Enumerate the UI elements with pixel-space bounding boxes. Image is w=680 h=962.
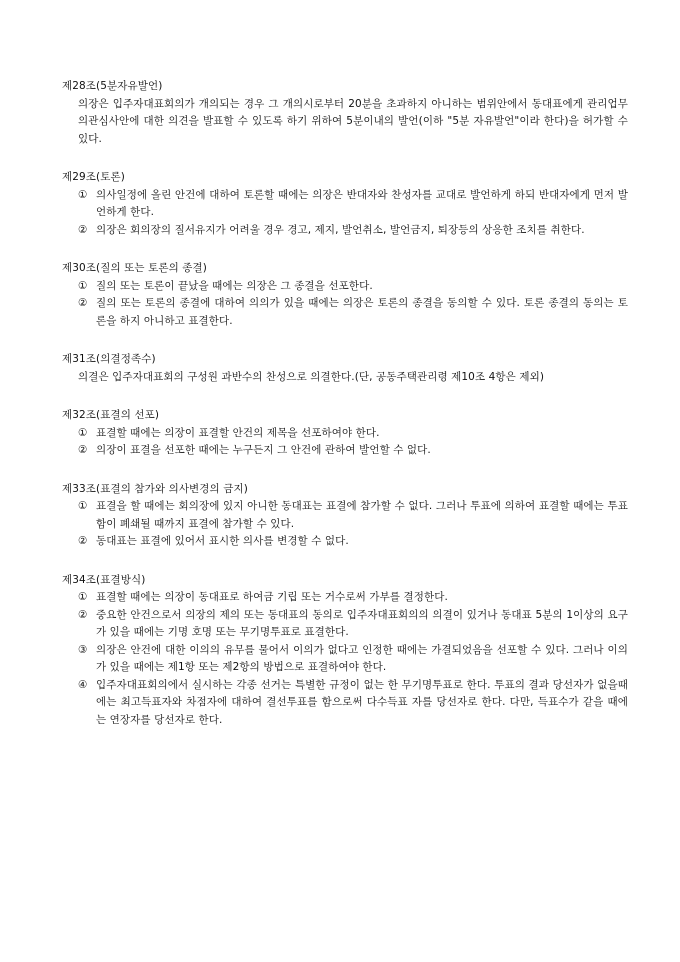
clause-number: ②: [78, 608, 88, 621]
clause-text: 입주자대표회의에서 실시하는 각종 선거는 특별한 규정이 없는 한 무기명투표로 한다. 투표의 결과 당선자가 없을때에는 최고득표자와 차점자에 대하여 결선투표를 함으로써 다수득표 자를 당선자로 한다. 다만, 득표수가 같을 때에는 연장자를 당선자로 한다.: [96, 678, 628, 726]
clause-item: [62, 187, 628, 222]
clause-item: [62, 589, 628, 607]
clause-item: [62, 295, 628, 330]
clause-text: 의사일정에 올린 안건에 대하여 토론할 때에는 의장은 반대자와 찬성자를 교대로 발언하게 하되 반대자에게 먼저 발언하게 한다.: [96, 188, 628, 218]
clause-number: ④: [78, 678, 88, 691]
clause-text: 질의 또는 토론의 종결에 대하여 의의가 있을 때에는 의장은 토론의 종결을 동의할 수 있다. 토론 종결의 동의는 토론을 하지 아니하고 표결한다.: [96, 297, 628, 327]
clause-text: 의장은 회의장의 질서유지가 어려울 경우 경고, 제지, 발언취소, 발언금지, 퇴장등의 상응한 조치를 취한다.: [96, 223, 585, 236]
article-title: 제32조(표결의 선포): [62, 409, 160, 421]
clause-number: ②: [78, 223, 88, 236]
article-title: 제28조(5분자유발언): [62, 80, 163, 92]
clause-text: 중요한 안건으로서 의장의 제의 또는 동대표의 동의로 입주자대표회의의 의결이 있거나 동대표 5분의 1이상의 요구가 있을 때에는 기명 호명 또는 무기명투표로 표결한다.: [96, 608, 628, 638]
clause-item: [62, 425, 628, 443]
article-title: 제34조(표결방식): [62, 573, 146, 586]
clause-number: ②: [78, 444, 88, 456]
clause-item: [62, 442, 628, 460]
article-29: [62, 169, 628, 239]
article-title: 제31조(의결정족수): [62, 353, 156, 365]
clause-item: [62, 278, 628, 296]
article-32: [62, 407, 628, 460]
clause-text: 질의 또는 토론이 끝났을 때에는 의장은 그 종결을 선포한다.: [96, 279, 373, 292]
clause-number: ②: [78, 535, 88, 547]
article-28: [62, 78, 628, 148]
clause-number: ①: [78, 500, 88, 512]
clause-text: 의장은 안건에 대한 이의의 유무를 물어서 이의가 없다고 인정한 때에는 가결되었음을 선포할 수 있다. 그러나 이의가 있을 때에는 제1항 또는 제2항의 방법으로 표결하여야 한다.: [96, 643, 628, 673]
clause-item: [62, 607, 628, 642]
article-paragraph: 의장은 입주자대표회의가 개의되는 경우 그 개의시로부터 20분을 초과하지 아니하는 범위안에서 동대표에게 관리업무의관심사안에 대한 의견을 발표할 수 있도록 하기 위하여 5분이내의 발언(이하 "5분 자유발언"이라 한다)을 허가할 수 있다.: [78, 97, 628, 145]
article-title: 제30조(질의 또는 토론의 종결): [62, 262, 207, 274]
article-33: [62, 481, 628, 551]
clause-item: [62, 677, 628, 730]
article-paragraph: 의결은 입주자대표회의 구성원 과반수의 찬성으로 의결한다.(단, 공동주택관리령 제10조 4항은 제외): [78, 370, 545, 383]
article-title: 제29조(토론): [62, 171, 125, 183]
clause-item: [62, 533, 628, 551]
article-title: 제33조(표결의 참가와 의사변경의 금지): [62, 482, 248, 495]
clause-text: 표결할 때에는 의장이 표결할 안건의 제목을 선포하여야 한다.: [96, 426, 380, 439]
clause-text: 동대표는 표결에 있어서 표시한 의사를 변경할 수 없다.: [96, 535, 349, 547]
document-page: [62, 78, 628, 750]
clause-number: ①: [78, 188, 88, 201]
clause-number: ①: [78, 279, 88, 292]
clause-number: ③: [78, 643, 88, 656]
article-31: [62, 351, 628, 386]
clause-item: [62, 498, 628, 533]
clause-number: ①: [78, 426, 88, 439]
clause-number: ①: [78, 591, 88, 603]
clause-number: ②: [78, 297, 88, 309]
clause-text: 표결을 할 때에는 회의장에 있지 아니한 동대표는 표결에 참가할 수 없다. 그러나 투표에 의하여 표결할 때에는 투표함이 폐쇄될 때까지 표결에 참가할 수 있다.: [96, 500, 628, 530]
clause-text: 의장이 표결을 선포한 때에는 누구든지 그 안건에 관하여 발언할 수 없다.: [96, 444, 431, 456]
clause-text: 표결할 때에는 의장이 동대표로 하여금 기립 또는 거수로써 가부를 결정한다.: [96, 591, 448, 603]
article-30: [62, 260, 628, 330]
clause-item: [62, 222, 628, 240]
clause-item: [62, 642, 628, 677]
article-34: [62, 572, 628, 730]
